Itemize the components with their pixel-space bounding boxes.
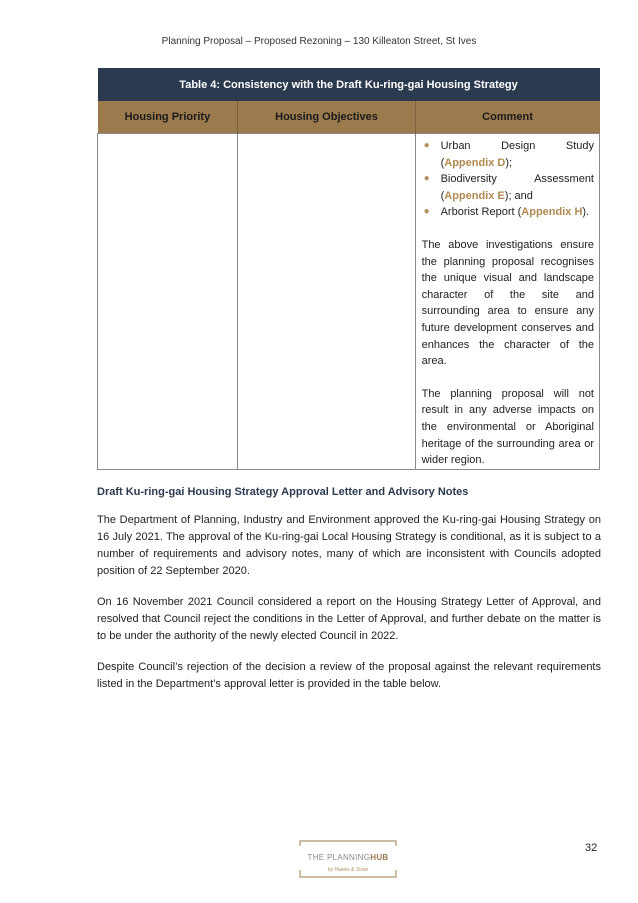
housing-objectives-cell (238, 134, 415, 470)
bullet-icon: ● (423, 206, 430, 218)
column-header-housing-objectives: Housing Objectives (238, 101, 415, 134)
planning-hub-logo: THE PLANNINGHUB by Hawes & Swan (296, 840, 400, 878)
list-item: ● Arborist Report (Appendix H). (422, 204, 594, 221)
body-paragraph: On 16 November 2021 Council considered a report on the Housing Strategy Letter of Approval, and resolved that Council reject the conditions in the Letter of Approval, and further debate on the matter is to be under the authority of the newly elected Council in 2022. (97, 596, 601, 642)
comment-cell (415, 134, 599, 470)
column-header-housing-priority: Housing Priority (98, 101, 238, 134)
table-title: Table 4: Consistency with the Draft Ku-ring-gai Housing Strategy (98, 68, 600, 101)
comment-paragraph: The above investigations ensure the planning proposal recognises the unique visual and landscape character of the site and surrounding area to ensure any future development conserves and enhances the character of the area. (421, 238, 594, 368)
housing-priority-cell (98, 134, 238, 470)
consistency-table (97, 68, 600, 470)
appendix-ref: Appendix D (444, 156, 506, 169)
appendix-ref: Appendix E (444, 189, 505, 202)
section-heading: Draft Ku-ring-gai Housing Strategy Approval Letter and Advisory Notes (97, 486, 469, 498)
page-number: 32 (585, 842, 598, 854)
bullet-icon: ● (423, 173, 430, 185)
list-item: ● Urban Design Study (Appendix D); (423, 140, 594, 169)
reference-list (422, 138, 594, 221)
body-paragraph: Despite Council’s rejection of the decision a review of the proposal against the relevant requirements listed in the Department’s approval letter is provided in the table below. (97, 661, 601, 690)
column-header-comment: Comment (415, 101, 599, 134)
bullet-icon: ● (423, 140, 430, 151)
list-item: ● Biodiversity Assessment (Appendix E); and (423, 173, 594, 202)
appendix-ref: Appendix H (521, 206, 583, 219)
body-paragraph: The Department of Planning, Industry and Environment approved the Ku-ring-gai Housing Strategy on 16 July 2021. The approval of the Ku-ring-gai Local Housing Strategy is conditional, as it is subject to a number of requirements and advisory notes, many of which are inconsistent with Councils adopted position of 22 September 2020. (97, 514, 601, 577)
running-header: Planning Proposal – Proposed Rezoning – 130 Killeaton Street, St Ives (161, 36, 477, 47)
comment-paragraph: The planning proposal will not result in any adverse impacts on the environmental or Aboriginal heritage of the surrounding area or wider region. (421, 387, 594, 467)
